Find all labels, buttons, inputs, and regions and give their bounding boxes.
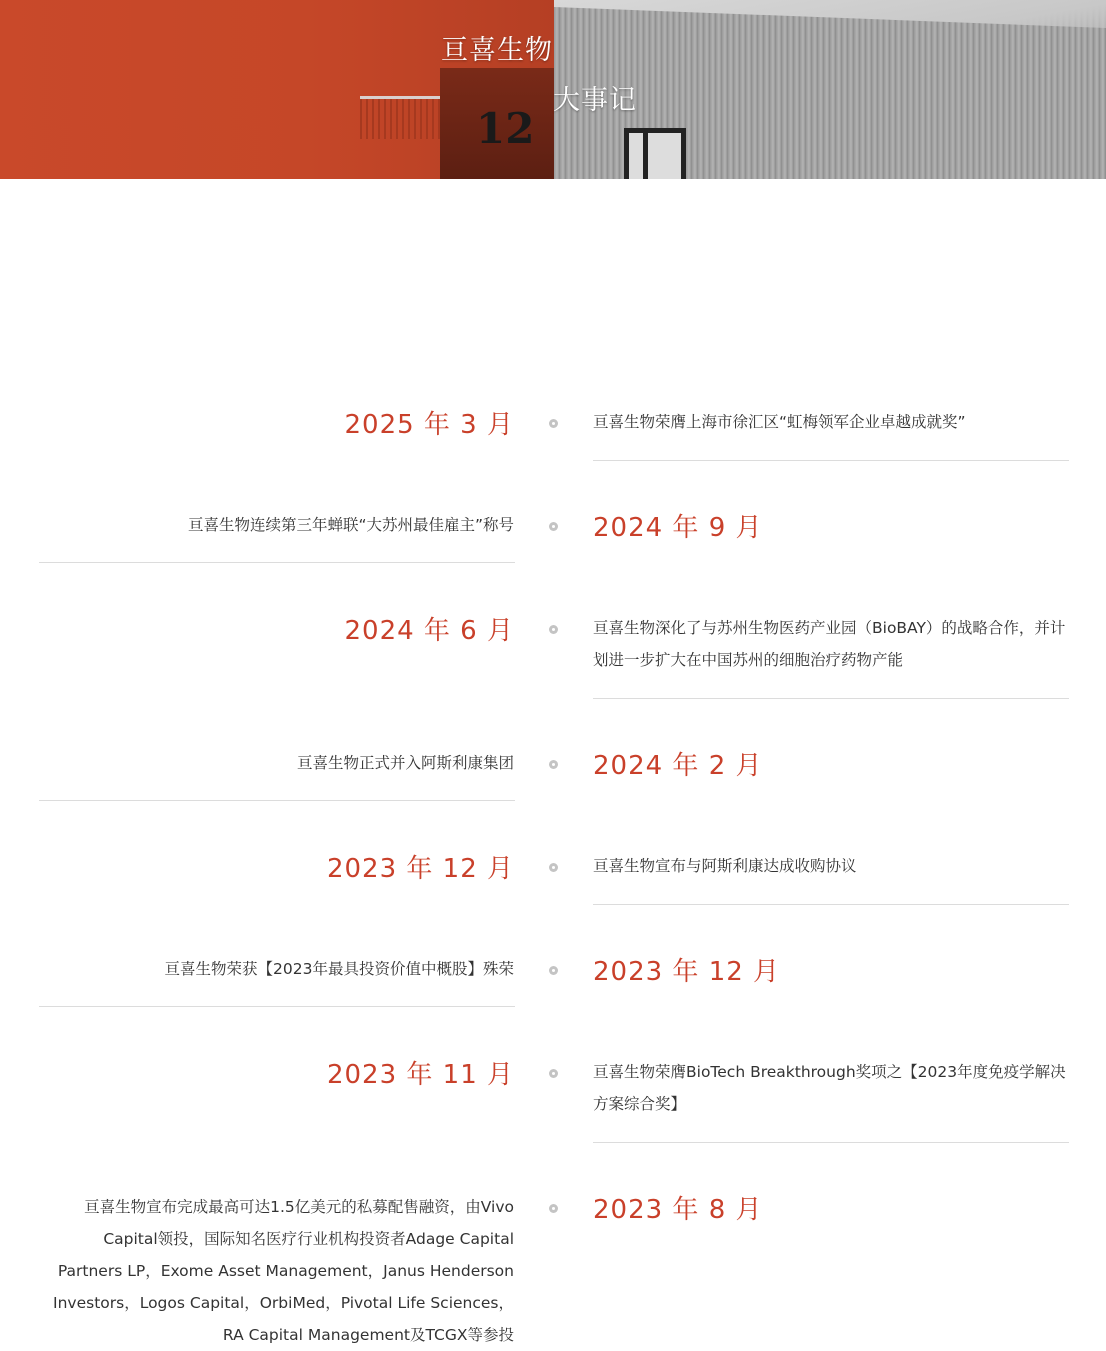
timeline-text: 亘喜生物深化了与苏州生物医药产业园（BioBAY）的战略合作，并计划进一步扩大在中国苏州的细胞治疗药物产能 (593, 619, 1066, 669)
timeline-date: 2025 年 3 月 (344, 410, 514, 440)
timeline-date: 2023 年 12 月 (326, 854, 514, 884)
timeline-date: 2023 年 8 月 (593, 1195, 763, 1225)
timeline-date: 2023 年 12 月 (593, 957, 781, 987)
timeline-dot-icon (549, 625, 558, 634)
divider (39, 562, 515, 563)
hero-left-panel (0, 0, 554, 179)
timeline-dot-icon (549, 966, 558, 975)
timeline-dot-icon (549, 1204, 558, 1213)
timeline-dot-icon (549, 760, 558, 769)
timeline-text: 亘喜生物正式并入阿斯利康集团 (296, 754, 514, 772)
timeline-text: 亘喜生物荣获【2023年最具投资价值中概股】殊荣 (164, 960, 514, 978)
timeline-text: 亘喜生物荣膺BioTech Breakthrough奖项之【2023年度免疫学解决方案综合奖】 (593, 1063, 1066, 1113)
hero-title-line2: 大事记 (553, 85, 637, 116)
divider (593, 1142, 1069, 1143)
timeline-dot-icon (549, 1069, 558, 1078)
hero-title-line1: 亘喜生物 (441, 35, 553, 66)
divider (593, 460, 1069, 461)
timeline-text: 亘喜生物宣布完成最高可达1.5亿美元的私募配售融资，由Vivo Capital领投，国际知名医疗行业机构投资者Adage Capital Partners LP，Exome Asset Management，Janus Henderson Investors，Logos Capital，OrbiMed，Pivotal Life Sciences，RA Capital Management及TCGX等参投 (53, 1198, 514, 1344)
timeline-date: 2024 年 6 月 (344, 616, 514, 646)
timeline-text: 亘喜生物宣布与阿斯利康达成收购协议 (593, 857, 857, 875)
divider (593, 904, 1069, 905)
timeline-date: 2024 年 2 月 (593, 751, 763, 781)
divider (39, 800, 515, 801)
hero-banner (0, 0, 1106, 179)
timeline-date: 2024 年 9 月 (593, 513, 763, 543)
building-number: 12 (476, 104, 535, 153)
sky (554, 0, 1106, 70)
timeline-dot-icon (549, 522, 558, 531)
timeline-date: 2023 年 11 月 (326, 1060, 514, 1090)
timeline-dot-icon (549, 419, 558, 428)
building-window (624, 128, 686, 179)
divider (39, 1006, 515, 1007)
timeline-dot-icon (549, 863, 558, 872)
divider (593, 698, 1069, 699)
timeline-text: 亘喜生物荣膺上海市徐汇区“虹梅领军企业卓越成就奖” (593, 413, 966, 431)
timeline-text: 亘喜生物连续第三年蝉联“大苏州最佳雇主”称号 (187, 516, 514, 534)
